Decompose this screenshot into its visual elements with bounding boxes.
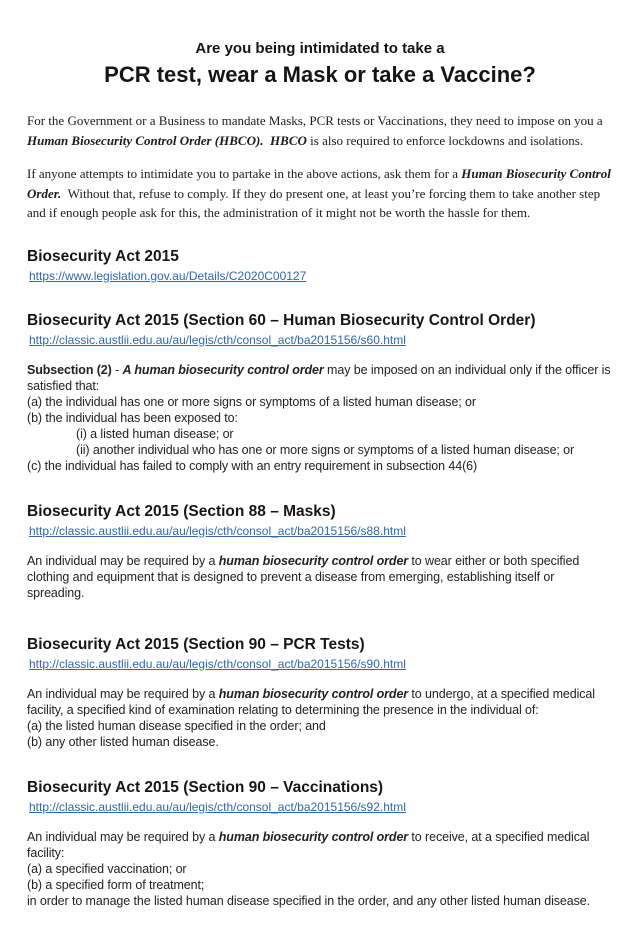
text-run: (b) any other listed human disease. — [27, 734, 219, 749]
document-sections — [27, 247, 613, 909]
section-s88 — [27, 502, 613, 601]
section-link-s88[interactable]: http://classic.austlii.edu.au/au/legis/cth/consol_act/ba2015156/s88.html — [29, 523, 406, 538]
section-s60 — [27, 311, 613, 474]
section-link-s60[interactable]: http://classic.austlii.edu.au/au/legis/cth/consol_act/ba2015156/s60.html — [29, 332, 406, 347]
text-run: (b) the individual has been exposed to: — [27, 410, 238, 425]
text-run: (c) the individual has failed to comply with an entry requirement in subsection 44(6) — [27, 458, 478, 473]
text-run: in order to manage the listed human disease specified in the order, and any other listed human disease. — [27, 893, 590, 908]
document-title: PCR test, wear a Mask or take a Vaccine? — [104, 62, 536, 87]
text-run: (a) a specified vaccination; or — [27, 861, 187, 876]
section-body-s92 — [27, 829, 613, 909]
body-paragraph — [27, 829, 613, 861]
section-body-s90 — [27, 686, 613, 750]
section-heading-act: Biosecurity Act 2015 — [27, 247, 179, 265]
text-run: Without that, refuse to comply. If they do present one, at least you’re forcing them to take another step and if enough people ask for this, the administration of it might not be worth the hassle for them. — [27, 185, 601, 220]
text-run: For the Government or a Business to mandate Masks, PCR tests or Vaccinations, they need to impose on you a — [27, 113, 603, 128]
section-link-s92[interactable]: http://classic.austlii.edu.au/au/legis/cth/consol_act/ba2015156/s92.html — [29, 799, 406, 814]
emphasis-run: Human Biosecurity Control Order (HBCO). HBCO — [27, 132, 307, 148]
body-paragraph — [27, 734, 613, 750]
text-run: is also required to enforce lockdowns and isolations. — [306, 132, 584, 148]
section-act — [27, 247, 613, 285]
body-paragraph — [27, 362, 613, 394]
text-run: An individual may be required by a — [27, 829, 219, 844]
section-heading-s60: Biosecurity Act 2015 (Section 60 – Human Biosecurity Control Order) — [27, 311, 536, 329]
section-heading-s92: Biosecurity Act 2015 (Section 90 – Vaccinations) — [27, 778, 384, 796]
section-heading-s90: Biosecurity Act 2015 (Section 90 – PCR Tests) — [27, 635, 365, 653]
section-s92 — [27, 778, 613, 909]
text-run: (i) a listed human disease; or — [76, 426, 234, 441]
body-paragraph — [27, 861, 613, 877]
document-subtitle: Are you being intimidated to take a — [195, 40, 445, 57]
emphasis-run: human biosecurity control order — [218, 686, 409, 701]
document-header — [27, 40, 613, 88]
body-paragraph — [27, 893, 613, 909]
section-body-s88 — [27, 553, 613, 601]
text-run: If anyone attempts to intimidate you to partake in the above actions, ask them for a — [27, 166, 462, 181]
body-paragraph — [27, 877, 613, 893]
body-paragraph — [27, 410, 613, 426]
text-run: An individual may be required by a — [27, 553, 219, 568]
emphasis-run: human biosecurity control order — [218, 553, 409, 568]
text-run: may be imposed on an individual only if the officer is satisfied that: — [27, 362, 611, 393]
body-paragraph — [27, 686, 613, 718]
text-run: (a) the individual has one or more signs or symptoms of a listed human disease; or — [27, 394, 476, 409]
section-heading-s88: Biosecurity Act 2015 (Section 88 – Masks) — [27, 502, 336, 520]
body-paragraph — [27, 458, 613, 474]
body-paragraph — [27, 553, 613, 601]
text-run: to undergo, at a specified medical facility, a specified kind of examination relating to determining the presence in the individual of: — [27, 686, 595, 717]
text-run: An individual may be required by a — [27, 686, 219, 701]
emphasis-run: Human Biosecurity Control Order. — [27, 166, 611, 201]
text-run: - — [111, 362, 123, 377]
emphasis-run: A human biosecurity control order — [122, 362, 324, 377]
section-body-s60 — [27, 362, 613, 474]
text-run: (ii) another individual who has one or more signs or symptoms of a listed human disease; or — [76, 442, 575, 457]
body-paragraph — [27, 394, 613, 410]
text-run: to wear either or both specified clothing and equipment that is designed to prevent a disease from emerging, establishing itself or spreading. — [27, 553, 580, 600]
body-paragraph — [27, 718, 613, 734]
body-paragraph — [27, 442, 613, 458]
emphasis-run: human biosecurity control order — [218, 829, 409, 844]
emphasis-run: Subsection (2) — [27, 362, 112, 377]
intro-paragraph-1 — [27, 111, 613, 150]
text-run: (a) the listed human disease specified in the order; and — [27, 718, 326, 733]
intro-paragraph-2 — [27, 164, 613, 223]
text-run: to receive, at a specified medical facility: — [27, 829, 590, 860]
section-link-act[interactable]: https://www.legislation.gov.au/Details/C2020C00127 — [29, 268, 307, 283]
section-s90 — [27, 635, 613, 750]
text-run: (b) a specified form of treatment; — [27, 877, 205, 892]
body-paragraph — [27, 426, 613, 442]
section-link-s90[interactable]: http://classic.austlii.edu.au/au/legis/cth/consol_act/ba2015156/s90.html — [29, 656, 406, 671]
